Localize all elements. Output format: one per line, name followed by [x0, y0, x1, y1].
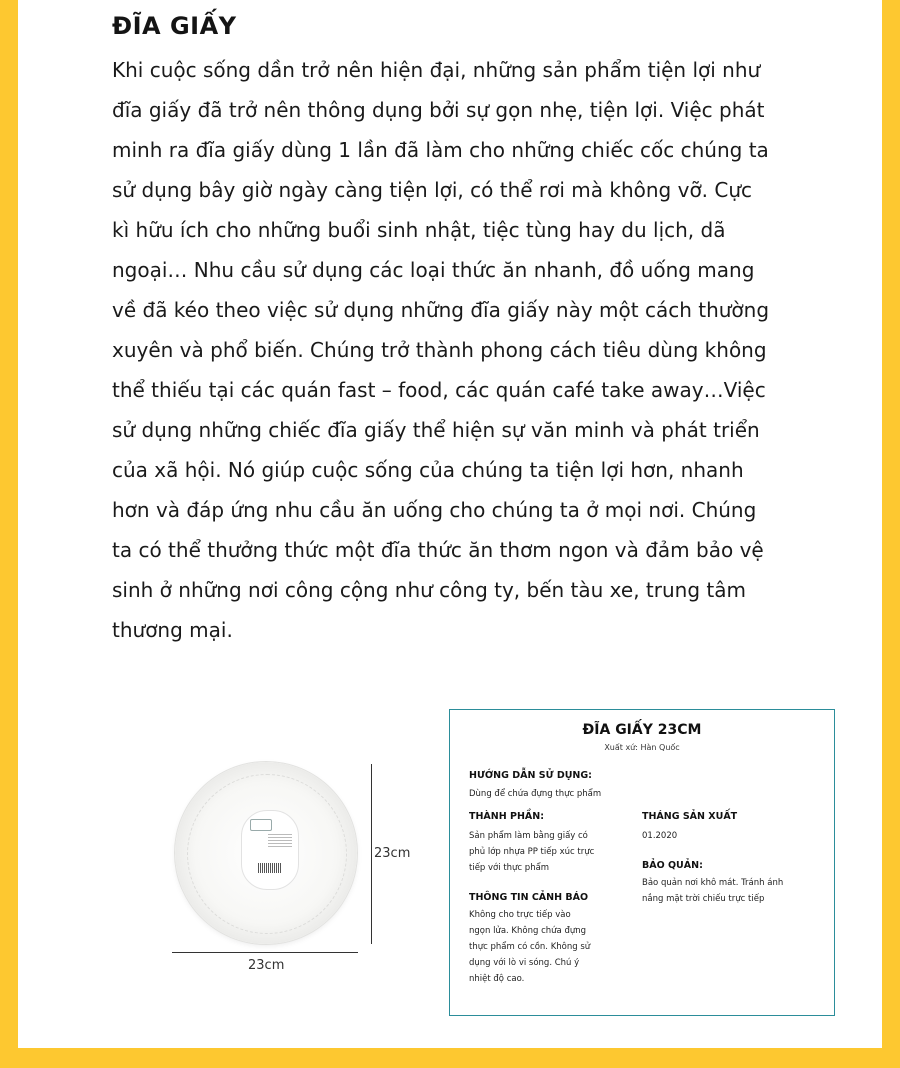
paragraph-line: ta có thể thưởng thức một đĩa thức ăn thơm ngon và đảm bảo vệ: [112, 538, 764, 562]
plate-product-sticker: [241, 810, 299, 890]
paragraph-line: ngoại… Nhu cầu sử dụng các loại thức ăn nhanh, đồ uống mang: [112, 258, 755, 282]
paragraph-line: sử dụng bây giờ ngày càng tiện lợi, có thể rơi mà không vỡ. Cực: [112, 178, 753, 202]
warning-line: dụng với lò vi sóng. Chú ý: [469, 958, 580, 968]
ingredients-heading: THÀNH PHẦN:: [469, 811, 545, 822]
paragraph-line: về đã kéo theo việc sử dụng những đĩa giấy này một cách thường: [112, 298, 770, 322]
ingredients-text: [469, 828, 594, 876]
description-paragraph: [112, 50, 872, 650]
paragraph-line: hơn và đáp ứng nhu cầu ăn uống cho chúng ta ở mọi nơi. Chúng: [112, 498, 757, 522]
product-info-box: [449, 709, 835, 1016]
ingredients-line: phủ lớp nhựa PP tiếp xúc trực: [469, 847, 595, 857]
height-dimension-label: 23cm: [374, 846, 411, 861]
paragraph-line: thương mại.: [112, 618, 233, 642]
manufacture-date-heading: THÁNG SẢN XUẤT: [642, 811, 738, 822]
paragraph-line: sinh ở những nơi công cộng như công ty, bến tàu xe, trung tâm: [112, 578, 746, 602]
page-heading: ĐĨA GIẤY: [112, 12, 237, 40]
paragraph-line: sử dụng những chiếc đĩa giấy thể hiện sự văn minh và phát triển: [112, 418, 760, 442]
height-dimension-line: [371, 764, 372, 944]
warning-line: nhiệt độ cao.: [469, 974, 525, 984]
warning-text: [469, 907, 590, 987]
storage-text: [642, 875, 783, 907]
product-origin: Xuất xứ: Hàn Quốc: [604, 743, 680, 752]
ingredients-line: tiếp với thực phẩm: [469, 863, 550, 873]
warning-line: thực phẩm có cồn. Không sử: [469, 942, 591, 952]
paper-plate-image: [175, 762, 357, 944]
usage-heading: HƯỚNG DẪN SỬ DỤNG:: [469, 770, 592, 781]
sticker-text-lines: [268, 833, 292, 847]
brand-logo-icon: [250, 819, 272, 831]
warning-line: Không cho trực tiếp vào: [469, 910, 571, 920]
manufacture-date-text: [642, 828, 677, 844]
plate-illustration: [150, 740, 430, 990]
warning-heading: THÔNG TIN CẢNH BÁO: [469, 892, 589, 903]
width-dimension-label: 23cm: [248, 958, 285, 973]
paragraph-line: của xã hội. Nó giúp cuộc sống của chúng ta tiện lợi hơn, nhanh: [112, 458, 744, 482]
barcode-icon: [258, 863, 282, 873]
manufacture-date-value: 01.2020: [642, 831, 678, 841]
usage-text: [469, 786, 601, 802]
ingredients-line: Sản phẩm làm bằng giấy có: [469, 831, 588, 841]
paragraph-line: minh ra đĩa giấy dùng 1 lần đã làm cho những chiếc cốc chúng ta: [112, 138, 769, 162]
product-title: ĐĨA GIẤY 23CM: [582, 722, 702, 738]
frame-left-border: [0, 0, 18, 1068]
storage-line: Bảo quản nơi khô mát. Tránh ánh: [642, 878, 784, 888]
usage-line: Dùng để chứa đựng thực phẩm: [469, 789, 602, 799]
paragraph-line: thể thiếu tại các quán fast – food, các quán café take away…Việc: [112, 378, 766, 402]
width-dimension-line: [172, 952, 358, 953]
warning-line: ngọn lửa. Không chứa đựng: [469, 926, 587, 936]
frame-right-border: [882, 0, 900, 1068]
storage-heading: BẢO QUẢN:: [642, 860, 703, 871]
storage-line: nắng mặt trời chiếu trực tiếp: [642, 894, 765, 904]
paragraph-line: Khi cuộc sống dần trở nên hiện đại, những sản phẩm tiện lợi như: [112, 58, 761, 82]
paragraph-line: kì hữu ích cho những buổi sinh nhật, tiệc tùng hay du lịch, dã: [112, 218, 726, 242]
paragraph-line: xuyên và phổ biến. Chúng trở thành phong cách tiêu dùng không: [112, 338, 767, 362]
paragraph-line: đĩa giấy đã trở nên thông dụng bởi sự gọn nhẹ, tiện lợi. Việc phát: [112, 98, 765, 122]
frame-bottom-border: [0, 1048, 900, 1068]
